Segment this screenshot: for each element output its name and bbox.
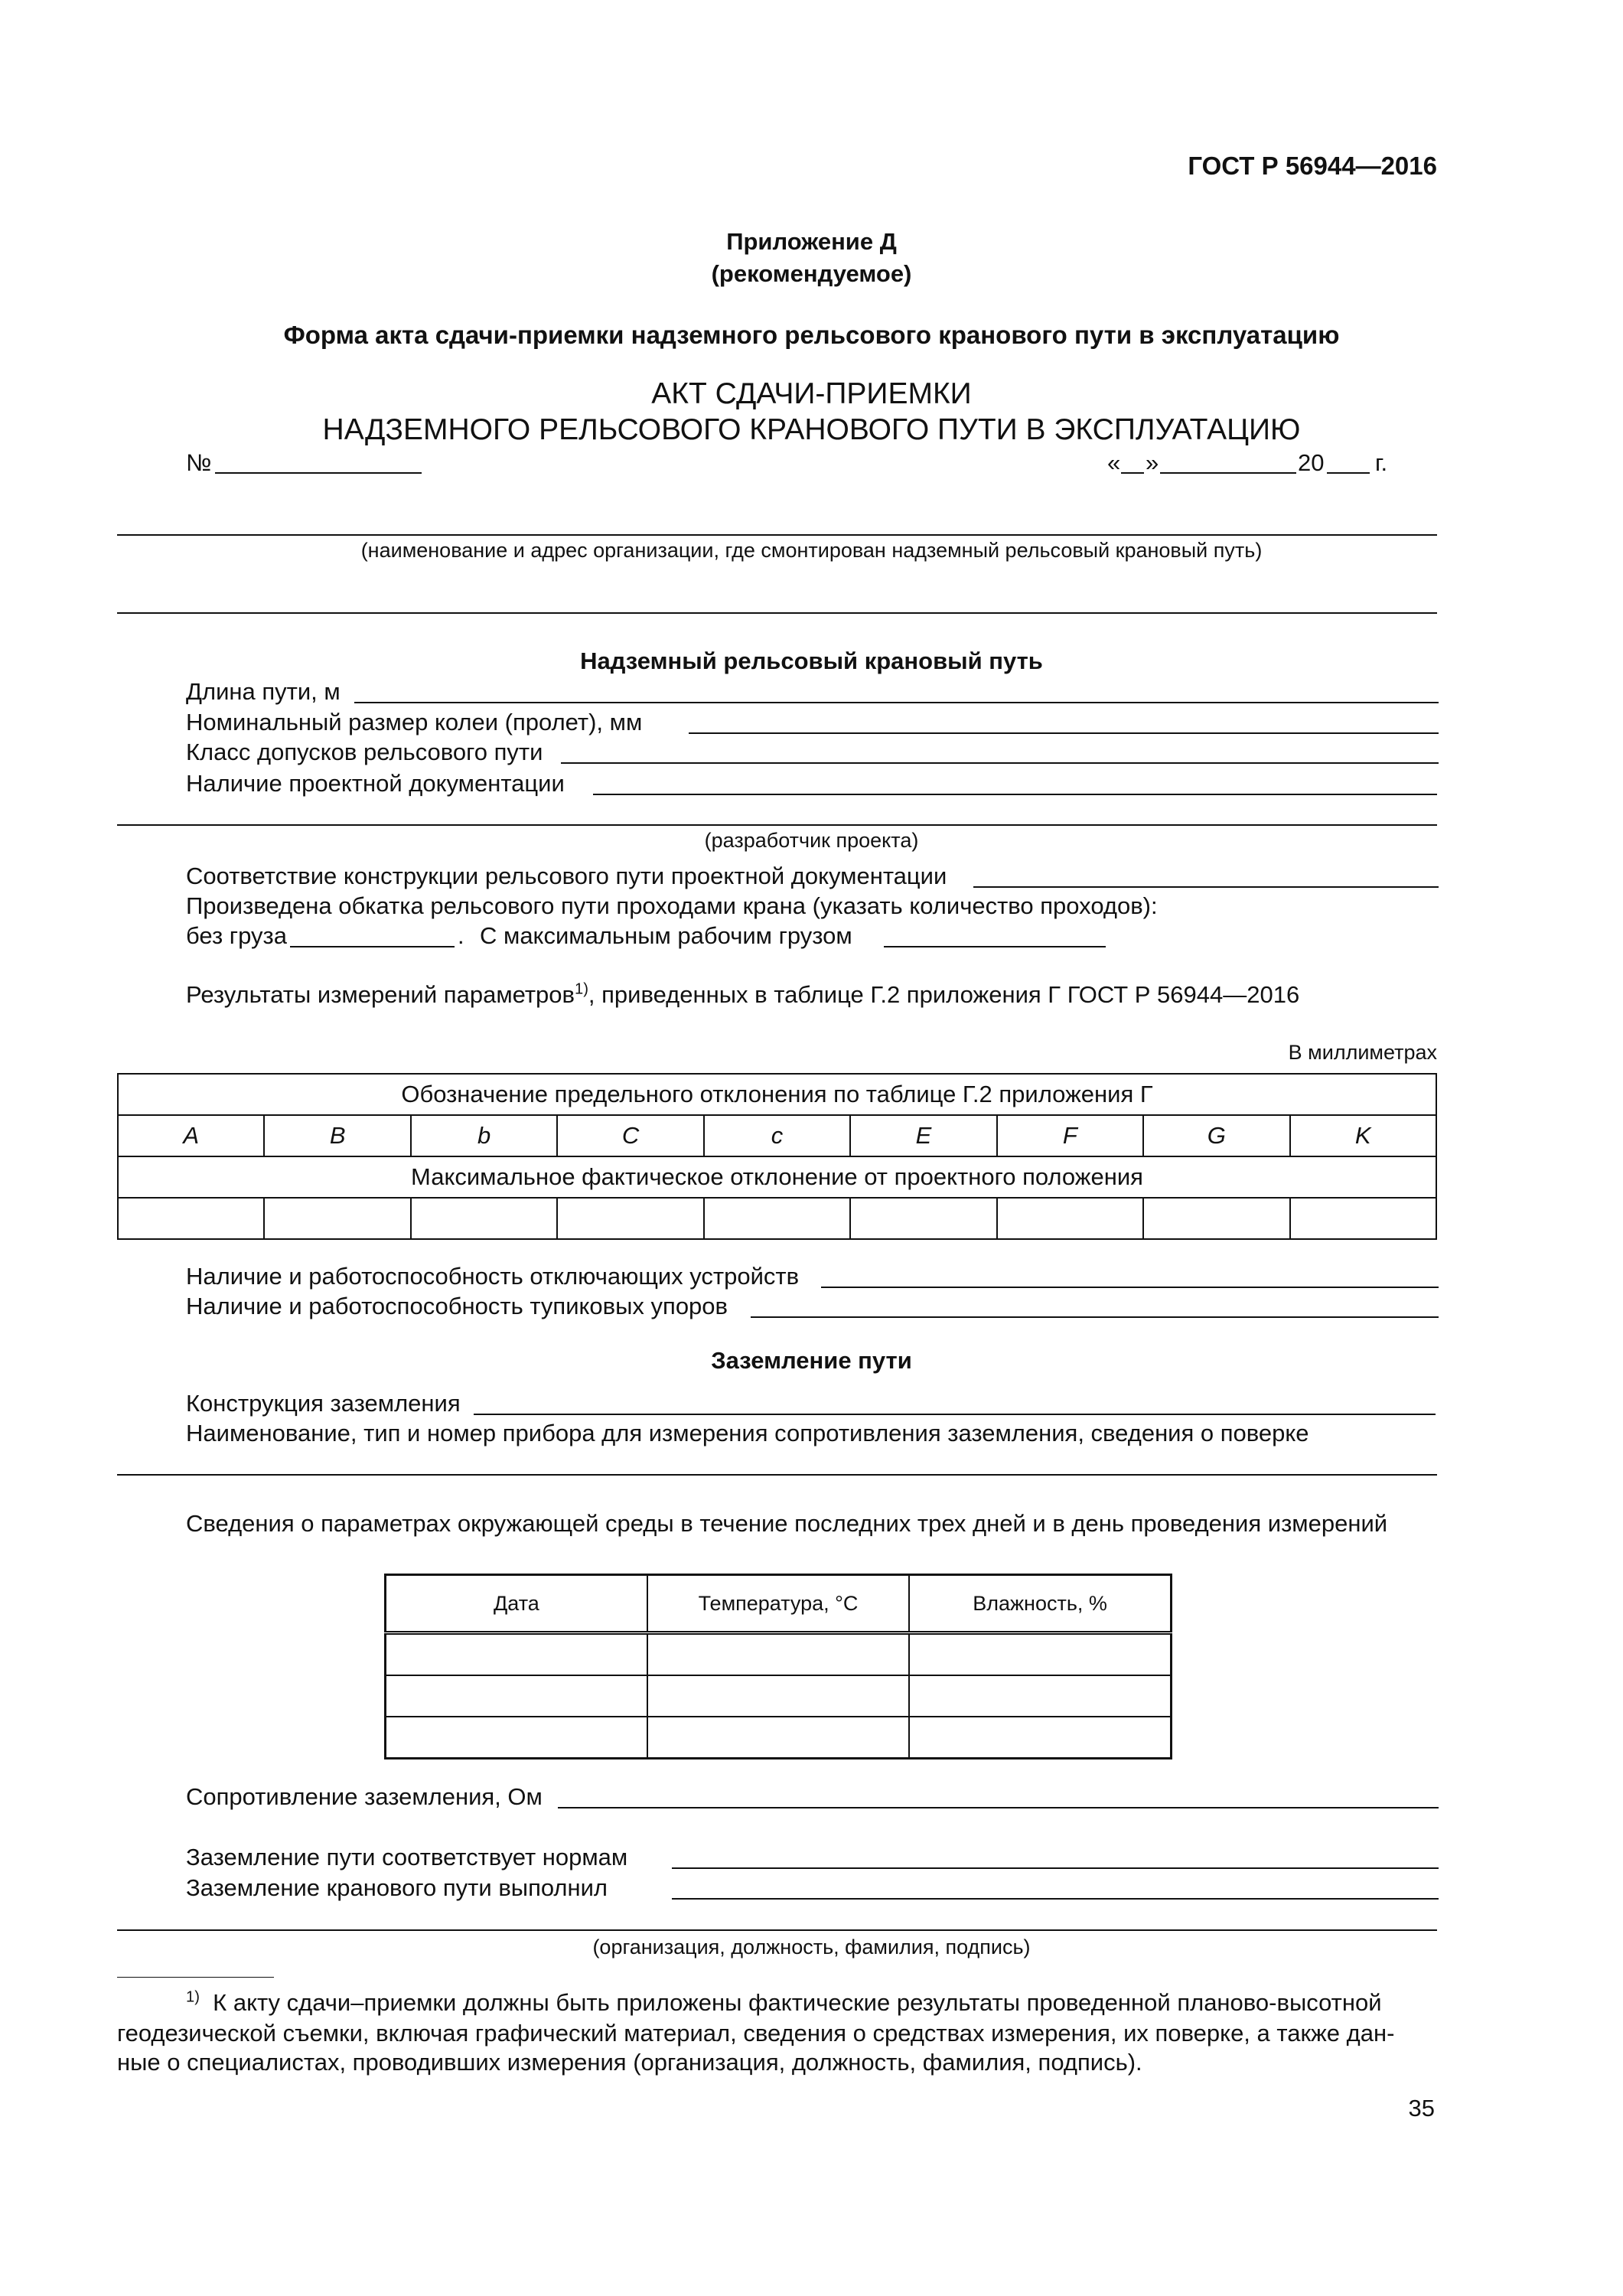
env-cell[interactable] [647,1717,909,1759]
switch-label: Наличие и работоспособность отключающих устройств [186,1263,800,1290]
grounding-construction-line[interactable] [474,1414,1436,1415]
env-cell[interactable] [386,1675,647,1717]
page-number: 35 [1408,2095,1435,2122]
deviation-value-cell[interactable] [264,1198,410,1239]
deviation-table-header: Обозначение предельного отклонения по таблице Г.2 приложения Г [118,1074,1436,1115]
column-header: C [557,1115,703,1156]
no-load-label: без груза [186,922,287,949]
period-mark: . [458,922,464,949]
switch-line[interactable] [821,1287,1439,1288]
date-year-suffix: г. [1375,449,1388,476]
deviation-table [117,1073,1437,1240]
developer-caption: (разработчик проекта) [704,829,919,852]
table-row [386,1717,1172,1759]
max-load-line[interactable] [884,946,1106,947]
column-header: B [264,1115,410,1156]
gauge-label: Номинальный размер колеи (пролет), мм [186,709,643,735]
resistance-label: Сопротивление заземления, Ом [186,1783,543,1810]
track-heading: Надземный рельсовый крановый путь [580,647,1043,674]
footnote-separator [117,1977,274,1978]
env-cell[interactable] [909,1675,1171,1717]
appendix-subtitle: (рекомендуемое) [711,260,912,287]
column-header: b [411,1115,557,1156]
organization-line[interactable] [117,534,1437,536]
conformity-line[interactable] [973,886,1439,888]
organization-line-2[interactable] [117,612,1437,614]
performed-line[interactable] [672,1898,1439,1900]
env-cell[interactable] [386,1633,647,1676]
env-cell[interactable] [647,1675,909,1717]
act-number-line[interactable] [215,472,422,474]
units-note: В миллиметрах [1288,1041,1437,1064]
date-open-quote: « [1107,449,1121,476]
stops-label: Наличие и работоспособность тупиковых упоров [186,1293,728,1319]
act-title-line1: АКТ СДАЧИ-ПРИЕМКИ [651,377,972,410]
norms-line[interactable] [672,1867,1439,1869]
instrument-label: Наименование, тип и номер прибора для измерения сопротивления заземления, сведения о поверке [186,1420,1309,1446]
date-close-quote: » [1146,449,1159,476]
form-title: Форма акта сдачи-приемки надземного рельсового кранового пути в эксплуатацию [283,321,1340,349]
max-load-label: С максимальным рабочим грузом [480,922,852,949]
signature-caption: (организация, должность, фамилия, подпись) [592,1936,1031,1958]
norms-label: Заземление пути соответствует нормам [186,1844,628,1870]
instrument-line[interactable] [117,1474,1437,1476]
deviation-row-caption: Максимальное фактическое отклонение от проектного положения [118,1156,1436,1198]
deviation-columns-row [118,1115,1436,1156]
footnote-ref: 1) [575,980,588,998]
column-header: E [850,1115,996,1156]
developer-line[interactable] [117,824,1437,826]
column-header: F [997,1115,1143,1156]
conformity-label: Соответствие конструкции рельсового пути проектной документации [186,863,947,889]
length-label: Длина пути, м [186,678,341,705]
docs-line[interactable] [593,794,1437,795]
standard-code: ГОСТ Р 56944—2016 [1188,152,1437,180]
grounding-heading: Заземление пути [711,1347,912,1374]
appendix-title: Приложение Д [726,228,897,255]
grounding-construction-label: Конструкция заземления [186,1390,461,1417]
env-cell[interactable] [386,1717,647,1759]
footnote-mark: 1) [186,1988,200,2006]
performed-label: Заземление кранового пути выполнил [186,1874,608,1901]
column-header: c [704,1115,850,1156]
date-day-line[interactable] [1121,472,1144,474]
deviation-value-cell[interactable] [704,1198,850,1239]
date-month-line[interactable] [1160,472,1296,474]
date-year-line[interactable] [1327,472,1370,474]
tolerance-line[interactable] [561,762,1439,764]
deviation-value-cell[interactable] [850,1198,996,1239]
env-cell[interactable] [909,1633,1171,1676]
length-line[interactable] [354,702,1439,703]
table-row [386,1633,1172,1676]
organization-caption: (наименование и адрес организации, где смонтирован надземный рельсовый крановый путь) [360,539,1263,562]
environment-table [384,1574,1172,1760]
deviation-value-cell[interactable] [1143,1198,1289,1239]
tolerance-label: Класс допусков рельсового пути [186,739,543,765]
deviation-value-cell[interactable] [997,1198,1143,1239]
footnote-line3: ные о специалистах, проводивших измерения (организация, должность, фамилия, подпись). [117,2049,1142,2076]
column-header: K [1290,1115,1437,1156]
signature-line[interactable] [117,1929,1437,1931]
docs-label: Наличие проектной документации [186,770,565,797]
act-number-label: № [186,449,212,476]
act-title-line2: НАДЗЕМНОГО РЕЛЬСОВОГО КРАНОВОГО ПУТИ В ЭКСПЛУАТАЦИЮ [322,413,1301,446]
deviation-values-row [118,1198,1436,1239]
table-row [386,1675,1172,1717]
env-column-header: Температура, °С [647,1575,909,1633]
environment-label: Сведения о параметрах окружающей среды в течение последних трех дней и в день проведения измерений [186,1510,1388,1537]
column-header: G [1143,1115,1289,1156]
env-cell[interactable] [647,1633,909,1676]
gauge-line[interactable] [689,732,1439,734]
measurements-intro: Результаты измерений параметров$^{1)}$, приведенных в таблице Г.2 приложения Г ГОСТ Р 56944—2016 [186,980,1300,1008]
footnote-line1: $^{1)}$ К акту сдачи–приемки должны быть приложены фактические результаты проведенной планово-высотной [186,1988,1382,2016]
runin-label: Произведена обкатка рельсового пути проходами крана (указать количество проходов): [186,892,1158,919]
resistance-line[interactable] [558,1807,1439,1808]
column-header: A [118,1115,264,1156]
date-year-prefix: 20 [1298,449,1325,476]
footnote-line2: геодезической съемки, включая графический материал, сведения о средствах измерения, их поверке, а также дан- [117,2020,1395,2047]
stops-line[interactable] [751,1316,1439,1318]
env-column-header: Влажность, % [909,1575,1171,1633]
deviation-value-cell[interactable] [557,1198,703,1239]
deviation-value-cell[interactable] [1290,1198,1437,1239]
no-load-line[interactable] [290,946,455,947]
deviation-value-cell[interactable] [118,1198,264,1239]
env-column-header: Дата [386,1575,647,1633]
env-cell[interactable] [909,1717,1171,1759]
deviation-value-cell[interactable] [411,1198,557,1239]
